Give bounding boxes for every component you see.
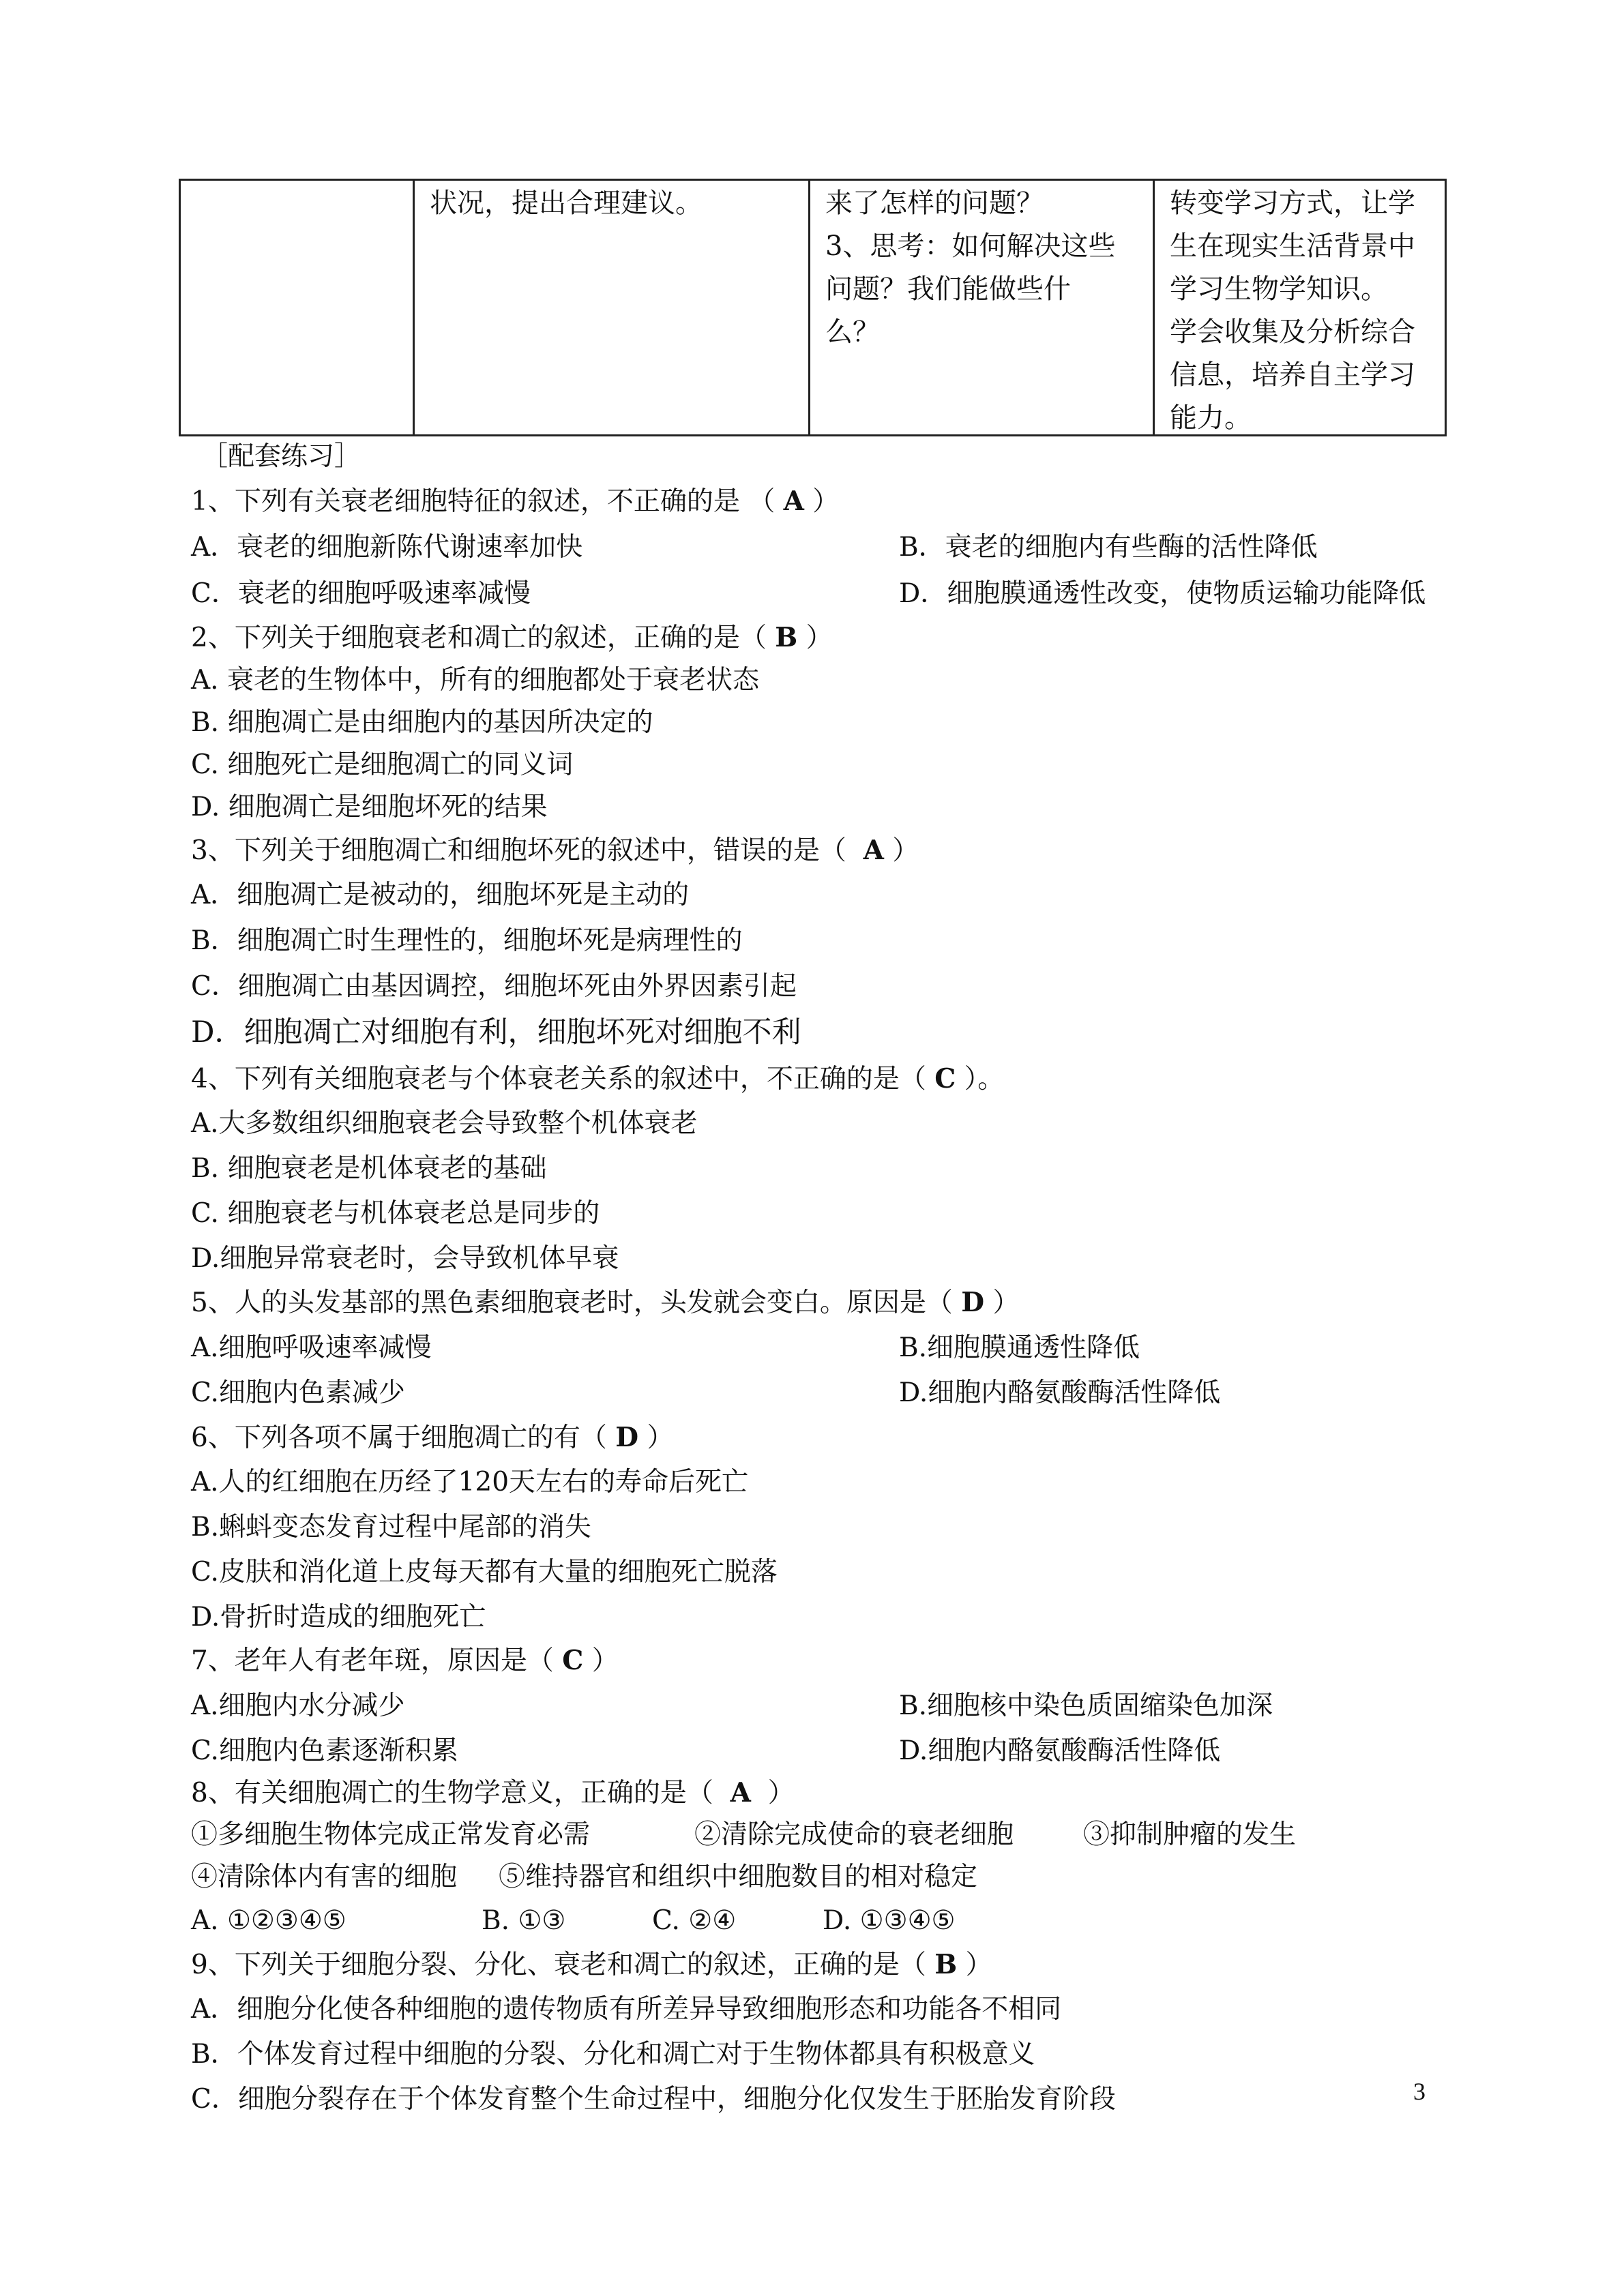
option: D．细胞凋亡对细胞有利，细胞坏死对细胞不利 <box>191 1015 801 1049</box>
answer: D <box>615 1422 639 1453</box>
question-stem: 2、下列关于细胞衰老和凋亡的叙述，正确的是（ B ） <box>191 622 833 653</box>
option: D. 细胞凋亡是细胞坏死的结果 <box>191 792 548 822</box>
answer: C <box>562 1645 584 1676</box>
option: C．细胞凋亡由基因调控，细胞坏死由外界因素引起 <box>191 971 797 1002</box>
option: A. 衰老的生物体中，所有的细胞都处于衰老状态 <box>191 665 759 696</box>
cell-line: 生在现实生活背景中 <box>1170 230 1415 262</box>
option: D.骨折时造成的细胞死亡 <box>191 1602 486 1632</box>
question-stem: 1、下列有关衰老细胞特征的叙述，不正确的是 （ A ） <box>191 486 840 517</box>
option: B．衰老的细胞内有些酶的活性降低 <box>899 532 1318 563</box>
option: B.细胞膜通透性降低 <box>899 1332 1140 1363</box>
table-cell-activity <box>825 182 1115 354</box>
option: A.大多数组织细胞衰老会导致整个机体衰老 <box>191 1108 698 1139</box>
answer: A <box>783 486 804 517</box>
option: C. 细胞死亡是细胞凋亡的同义词 <box>191 749 574 780</box>
option: A．衰老的细胞新陈代谢速率加快 <box>191 532 583 563</box>
option: C．细胞分裂存在于个体发育整个生命过程中，细胞分化仅发生于胚胎发育阶段 <box>191 2084 1116 2115</box>
table-divider <box>413 181 415 434</box>
option: C. ②④ <box>652 1905 737 1936</box>
question-stem: 4、下列有关细胞衰老与个体衰老关系的叙述中，不正确的是（ C ）。 <box>191 1063 1005 1094</box>
table-cell-content <box>430 182 703 225</box>
option: B. 细胞凋亡是由细胞内的基因所决定的 <box>191 707 653 738</box>
cell-line: 状况，提出合理建议。 <box>430 188 703 219</box>
option: A．细胞分化使各种细胞的遗传物质有所差异导致细胞形态和功能各不相同 <box>191 1994 1062 2025</box>
option: C.皮肤和消化道上皮每天都有大量的细胞死亡脱落 <box>191 1557 778 1587</box>
option: D．细胞膜通透性改变，使物质运输功能降低 <box>899 578 1426 609</box>
question-stem: 9、下列关于细胞分裂、分化、衰老和凋亡的叙述，正确的是（ B ） <box>191 1949 992 1980</box>
option: B.细胞核中染色质固缩染色加深 <box>899 1690 1273 1721</box>
cell-line: 来了怎样的问题？ <box>825 188 1044 219</box>
table-divider <box>808 181 810 434</box>
option: C. 细胞衰老与机体衰老总是同步的 <box>191 1198 600 1229</box>
option: D.细胞异常衰老时，会导致机体早衰 <box>191 1243 619 1274</box>
answer: D <box>961 1287 985 1318</box>
option: A.细胞呼吸速率减慢 <box>191 1332 432 1363</box>
cell-line: 么？ <box>825 316 880 348</box>
option: B.蝌蚪变态发育过程中尾部的消失 <box>191 1512 592 1542</box>
option: D.细胞内酪氨酸酶活性降低 <box>899 1377 1221 1408</box>
option: B．个体发育过程中细胞的分裂、分化和凋亡对于生物体都具有积极意义 <box>191 2039 1035 2070</box>
statement: ①多细胞生物体完成正常发育必需 <box>191 1819 591 1850</box>
option-row <box>191 577 1426 611</box>
option: C.细胞内色素减少 <box>191 1377 405 1408</box>
answer: B <box>934 1949 958 1980</box>
option-row <box>191 531 1318 565</box>
option: A．细胞凋亡是被动的，细胞坏死是主动的 <box>191 880 690 910</box>
option: D.细胞内酪氨酸酶活性降低 <box>899 1735 1221 1766</box>
cell-line: 3、思考：如何解决这些 <box>825 230 1116 262</box>
statement: ⑤维持器官和组织中细胞数目的相对稳定 <box>499 1862 978 1892</box>
option: A. ①②③④⑤ <box>191 1905 346 1936</box>
question-stem: 5、人的头发基部的黑色素细胞衰老时，头发就会变白。原因是（ D ） <box>191 1287 1020 1318</box>
option-row <box>191 1904 956 1938</box>
lesson-table-row <box>179 179 1447 436</box>
statement-row <box>191 1860 978 1894</box>
option: C．衰老的细胞呼吸速率减慢 <box>191 578 531 609</box>
option-row <box>191 1376 1221 1410</box>
question-stem: 6、下列各项不属于细胞凋亡的有（ D ） <box>191 1422 674 1453</box>
cell-line: 转变学习方式，让学 <box>1170 188 1415 219</box>
statement: ②清除完成使命的衰老细胞 <box>694 1819 1014 1850</box>
answer: A <box>730 1777 751 1808</box>
section-title: ［配套练习］ <box>201 441 361 472</box>
cell-line: 学习生物学知识。 <box>1170 273 1388 305</box>
option-row <box>191 1331 1140 1365</box>
option-row <box>191 1734 1221 1768</box>
option: C.细胞内色素逐渐积累 <box>191 1735 458 1766</box>
question-stem: 7、老年人有老年斑，原因是（ C ） <box>191 1645 619 1676</box>
answer: B <box>775 622 798 653</box>
cell-line: 能力。 <box>1170 402 1252 434</box>
cell-line: 信息，培养自主学习 <box>1170 359 1415 391</box>
option: A.细胞内水分减少 <box>191 1690 405 1721</box>
cell-line: 学会收集及分析综合 <box>1170 316 1415 348</box>
table-divider <box>1153 181 1155 434</box>
answer: C <box>934 1063 956 1094</box>
option: B. ①③ <box>482 1905 566 1936</box>
option-row <box>191 1689 1273 1723</box>
option: B．细胞凋亡时生理性的，细胞坏死是病理性的 <box>191 925 743 956</box>
question-stem: 8、有关细胞凋亡的生物学意义，正确的是（ A ） <box>191 1777 795 1808</box>
answer: A <box>863 835 884 866</box>
page-number: 3 <box>1413 2078 1426 2105</box>
statement-row <box>191 1818 1297 1852</box>
option: A.人的红细胞在历经了120天左右的寿命后死亡 <box>191 1467 749 1497</box>
cell-line: 问题？我们能做些什 <box>825 273 1071 305</box>
statement: ④清除体内有害的细胞 <box>191 1862 458 1892</box>
question-stem: 3、下列关于细胞凋亡和细胞坏死的叙述中，错误的是（ A ） <box>191 835 919 866</box>
table-cell-intent <box>1170 182 1415 440</box>
option: B. 细胞衰老是机体衰老的基础 <box>191 1153 547 1184</box>
option: D. ①③④⑤ <box>823 1905 956 1936</box>
statement: ③抑制肿瘤的发生 <box>1083 1819 1297 1850</box>
